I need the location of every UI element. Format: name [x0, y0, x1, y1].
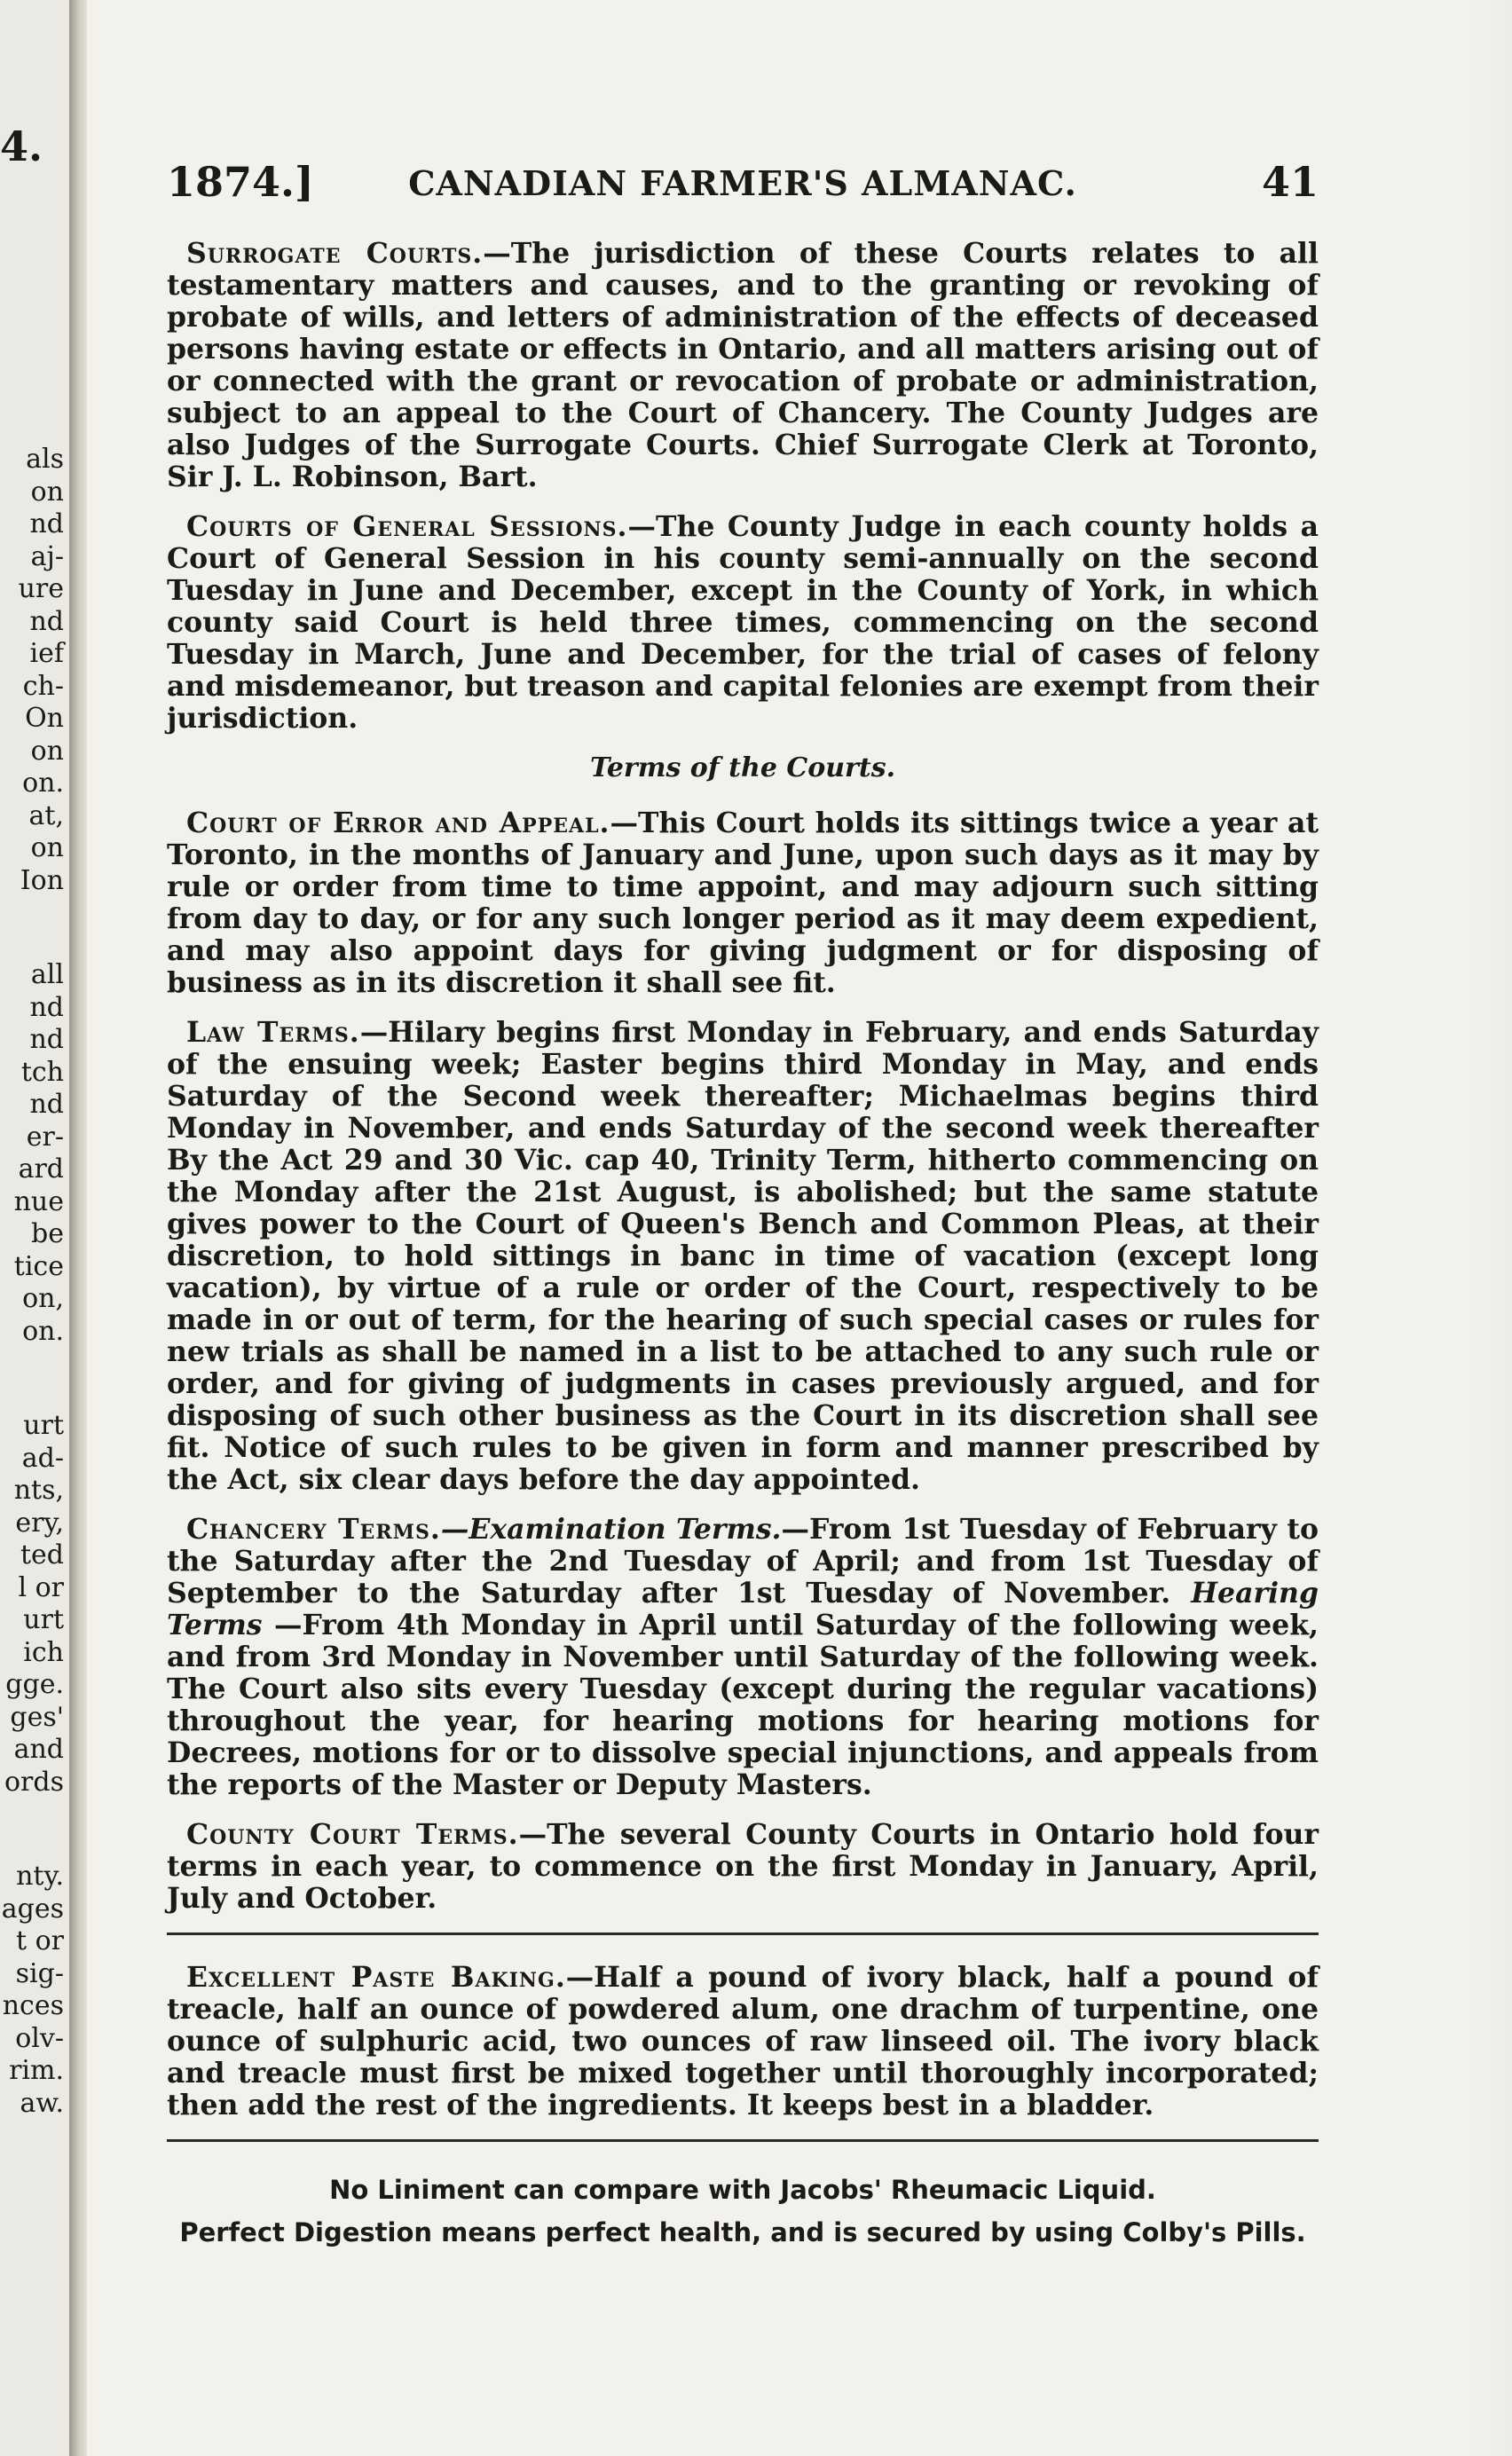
adjacent-fragment: nue — [13, 1185, 64, 1217]
adjacent-fragment: on — [30, 832, 64, 863]
hearing-terms-label: Hearing Terms — [167, 1577, 1319, 1641]
surrogate-courts-paragraph — [167, 238, 1319, 493]
adjacent-fragment: all — [30, 959, 64, 990]
adjacent-fragment: er- — [26, 1121, 64, 1153]
adjacent-fragment: aw. — [20, 2087, 64, 2119]
adjacent-fragment: ad- — [21, 1442, 64, 1474]
adjacent-fragment: ges' — [10, 1701, 64, 1733]
page-body — [167, 238, 1319, 2254]
header-title: CANADIAN FARMER'S ALMANAC. — [408, 163, 1077, 203]
almanac-page — [87, 0, 1512, 2456]
adjacent-fragment: urt — [23, 1410, 64, 1441]
general-sessions-paragraph — [167, 511, 1319, 735]
adjacent-fragment: on, — [22, 1283, 64, 1314]
page-edge-shadow — [1471, 0, 1512, 2456]
adjacent-fragment: als — [26, 444, 64, 475]
adjacent-fragment: ords — [4, 1766, 64, 1798]
adjacent-fragment: ure — [18, 573, 64, 604]
adjacent-fragment: ard — [18, 1153, 64, 1185]
divider-rule — [167, 1933, 1319, 1935]
adjacent-fragment: l or — [18, 1571, 64, 1603]
section-heading: Excellent Paste Baking. — [186, 1961, 566, 1994]
paste-baking-paragraph — [167, 1962, 1319, 2121]
adjacent-fragment: ted — [20, 1539, 64, 1570]
adjacent-fragment: olv- — [15, 2022, 64, 2054]
adjacent-fragment: nd — [29, 605, 64, 637]
paragraph-text: —This Court holds its sittings twice a year at Toronto, in the months of January and June, upon such days as it may by rule or order from time to time appoint, and may adjourn such sitting from day to day, or for any such longer period as it may deem expedient, and may also appoint days for giving judgment or for disposing of business as in its discretion it shall see fit. — [167, 807, 1319, 999]
adjacent-page-edge — [0, 0, 71, 2456]
running-header — [167, 158, 1319, 220]
header-year: 1874.] — [167, 158, 314, 206]
paragraph-text-continued: —From 4th Monday in April until Saturday of the following week, and from 3rd Monday in November until Saturday of the following week. The Court also sits every Tuesday (except during the regular vacations) throughout the year, for hearing motions for hearing motions for Decrees, motions for or to dissolve special injunctions, and appeals from the reports of the Master or Deputy Masters. — [167, 1609, 1319, 1801]
county-court-terms-paragraph — [167, 1819, 1319, 1915]
adjacent-fragment: rim. — [9, 2055, 64, 2086]
adjacent-fragment: nty. — [16, 1861, 64, 1892]
page-number: 41 — [1261, 158, 1319, 206]
adjacent-fragment: ch- — [22, 670, 64, 702]
adjacent-fragment: urt — [23, 1604, 64, 1635]
adjacent-fragment: gge. — [5, 1669, 64, 1700]
adjacent-fragment: on — [30, 476, 64, 508]
section-heading: Law Terms. — [186, 1016, 360, 1049]
adjacent-page-number: 4. — [0, 122, 43, 170]
adjacent-fragment: aj- — [30, 540, 64, 572]
adjacent-fragment: ery, — [15, 1507, 64, 1539]
adjacent-fragment: ages — [1, 1893, 64, 1925]
adjacent-fragment: nd — [29, 1024, 64, 1055]
paragraph-text: —The several County Courts in Ontario hold four terms in each year, to commence on the first Monday in January, April, July and October. — [167, 1818, 1319, 1915]
paragraph-text: —The County Judge in each county holds a Court of General Session in his county semi-annually on the second Tuesday in June and December, except in the County of York, in which county said Court is held three times, commencing on the second Tuesday in March, June and December, for the trial of cases of felony and misdemeanor, but treason and capital felonies are exempt from their jurisdiction. — [167, 510, 1319, 735]
section-heading: Courts of General Sessions. — [186, 510, 628, 543]
adjacent-fragment: on — [30, 735, 64, 767]
adjacent-fragment: nts, — [13, 1475, 64, 1506]
adjacent-fragment: nd — [29, 508, 64, 539]
adjacent-fragment: nd — [29, 1089, 64, 1120]
advertisements — [167, 2169, 1319, 2254]
paragraph-text: —Hilary begins first Monday in February, and ends Saturday of the ensuing week; Easter begins third Monday in May, and ends Saturday of the Second week thereafter; Michaelmas begins third Monday in November, and ends Saturday of the second week thereafter By the Act 29 and 30 Vic. cap 40, Trinity Term, hitherto commencing on the Monday after the 21st August, is abolished; but the same statute gives power to the Court of Queen's Bench and Common Pleas, at their discretion, to hold sittings in banc in time of vacation (except long vacation), by virtue of a rule or order of the Court, respectively to be made in or out of term, for the hearing of such special cases or rules for new trials as shall be named in a list to be attached to any such rule or order, and for giving of judgments in cases previously argued, and for disposing of such other business as the Court in its discretion shall see fit. Notice of such rules to be given in form and manner prescribed by the Act, six clear days before the day appointed. — [167, 1016, 1319, 1496]
adjacent-fragment: tch — [20, 1056, 64, 1088]
examination-terms-label: —Examination Terms. — [440, 1513, 782, 1546]
adjacent-fragment: tice — [13, 1250, 64, 1282]
chancery-terms-paragraph — [167, 1514, 1319, 1801]
error-appeal-paragraph — [167, 807, 1319, 999]
section-heading: County Court Terms. — [186, 1818, 519, 1851]
adjacent-fragment: On — [25, 703, 64, 734]
liniment-advertisement: No Liniment can compare with Jacobs' Rheumacic Liquid. — [329, 2175, 1156, 2205]
adjacent-fragment: and — [13, 1734, 64, 1765]
adjacent-fragment: at, — [28, 799, 64, 831]
paragraph-text: —Half a pound of ivory black, half a pound of treacle, half an ounce of powdered alum, one drachm of turpentine, one ounce of sulphuric acid, two ounces of raw linseed oil. The ivory black and treacle must first be mixed together until thoroughly incorporated; then add the rest of the ingredients. It keeps best in a bladder. — [167, 1961, 1319, 2121]
adjacent-fragment: sig- — [15, 1957, 64, 1989]
adjacent-fragment: be — [31, 1218, 64, 1249]
adjacent-fragment: nces — [2, 1990, 64, 2021]
paragraph-text: —From 1st Tuesday of February to the Saturday after the 2nd Tuesday of April; and from 1st Tuesday of September to the Saturday after 1st Tuesday of November. — [167, 1513, 1319, 1610]
adjacent-fragment: t or — [16, 1925, 64, 1956]
section-heading: Surrogate Courts. — [186, 237, 484, 270]
law-terms-paragraph — [167, 1017, 1319, 1496]
section-heading: Chancery Terms. — [186, 1513, 441, 1546]
adjacent-fragment: ief — [29, 638, 64, 669]
adjacent-fragment: on. — [22, 768, 64, 799]
paragraph-text: —The jurisdiction of these Courts relates to all testamentary matters and causes, and to the granting or revoking of probate of wills, and letters of administration of the effects of deceased persons having estate or effects in Ontario, and all matters arising out of or connected with the grant or revocation of probate or administration, subject to an appeal to the Court of Chancery. The County Judges are also Judges of the Surrogate Courts. Chief Surrogate Clerk at Toronto, Sir J. L. Robinson, Bart. — [167, 237, 1319, 493]
section-heading: Court of Error and Appeal. — [186, 807, 610, 839]
adjacent-fragment: nd — [29, 991, 64, 1023]
pills-advertisement: Perfect Digestion means perfect health, and is secured by using Colby's Pills. — [179, 2217, 1306, 2247]
adjacent-fragment: Ion — [20, 864, 64, 896]
adjacent-fragment: on. — [22, 1315, 64, 1347]
book-gutter — [69, 0, 87, 2456]
terms-of-courts-heading: Terms of the Courts. — [589, 752, 896, 783]
divider-rule — [167, 2139, 1319, 2142]
adjacent-fragment: ich — [23, 1636, 64, 1668]
